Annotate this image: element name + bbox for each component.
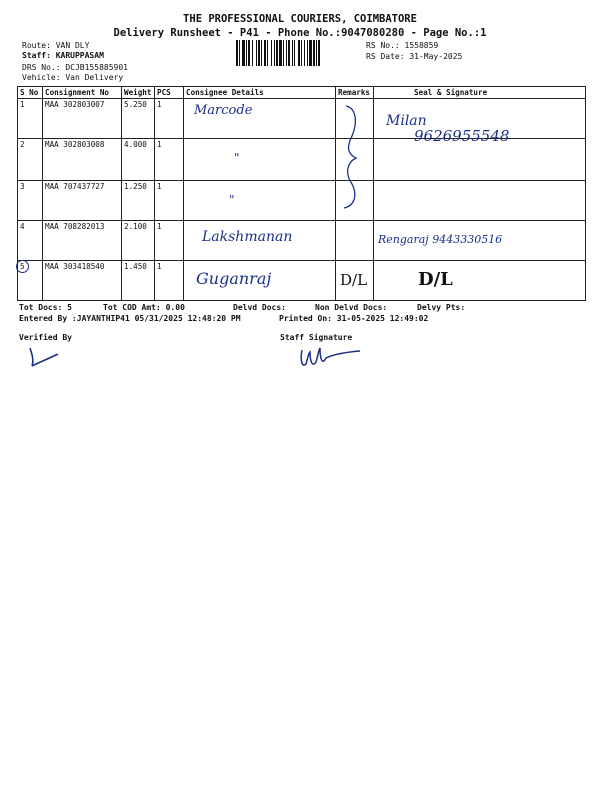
printed-on: Printed On: 31-05-2025 12:49:02 <box>279 314 429 323</box>
runsheet-table <box>17 86 586 301</box>
entered-by: Entered By :JAYANTHIP41 05/31/2025 12:48:20 PM <box>19 314 241 323</box>
rs-date: RS Date: 31-May-2025 <box>366 52 463 61</box>
company-title: THE PROFESSIONAL COURIERS, COIMBATORE <box>183 13 417 25</box>
verifier-signature <box>22 346 72 370</box>
seal-cell <box>374 181 586 221</box>
barcode-image <box>236 40 354 66</box>
consignee-handwriting: Guganraj <box>196 269 272 288</box>
consignment-cell: MAA 302803007 <box>43 99 122 139</box>
vehicle-text: Vehicle: Van Delivery <box>22 73 124 82</box>
barcode-bar <box>267 40 268 66</box>
verified-by-label: Verified By <box>19 333 72 342</box>
barcode-bar <box>258 40 260 66</box>
barcode-bar <box>316 40 317 66</box>
seal-cell <box>374 127 586 181</box>
barcode-bar <box>313 40 315 66</box>
remarks-handwriting: D/L <box>340 271 368 289</box>
barcode-bar <box>252 40 253 66</box>
table-row <box>18 139 586 181</box>
table-header-row <box>18 87 586 99</box>
barcode-bar <box>279 40 282 66</box>
weight-cell: 5.250 <box>122 99 155 139</box>
consignee-handwriting: Lakshmanan <box>202 229 293 245</box>
barcode-bar <box>236 40 238 66</box>
barcode-bar <box>239 40 240 66</box>
weight-cell: 1.250 <box>122 181 155 221</box>
non-delivered-docs: Non Delvd Docs: <box>315 303 388 312</box>
remarks-cell <box>336 261 374 301</box>
consignee-cell <box>184 181 336 221</box>
delivery-points: Delvy Pts: <box>417 303 466 312</box>
col-header-seal: Seal & Signature <box>374 87 586 99</box>
staff-text: Staff: KARUPPASAM <box>22 51 104 60</box>
barcode-bar <box>292 40 293 66</box>
barcode-bar <box>271 40 272 66</box>
barcode-bar <box>283 40 284 66</box>
weight-cell: 4.000 <box>122 139 155 181</box>
sno-cell: 1 <box>18 99 43 139</box>
route-text: Route: VAN DLY <box>22 41 90 50</box>
barcode-bar <box>261 40 262 66</box>
consignment-cell: MAA 707437727 <box>43 181 122 221</box>
pcs-cell: 1 <box>155 99 184 139</box>
seal-handwriting: Rengaraj 9443330516 <box>378 233 503 246</box>
barcode-bar <box>304 40 305 66</box>
col-header-remarks: Remarks <box>336 87 374 99</box>
pcs-cell: 1 <box>155 221 184 261</box>
phone-handwriting: 9626955548 <box>414 127 510 145</box>
sno-cell <box>18 261 43 301</box>
runsheet-subtitle: Delivery Runsheet - P41 - Phone No.:9047080280 - Page No.:1 <box>113 27 487 39</box>
ditto-mark: " <box>234 151 240 165</box>
barcode-bar <box>294 40 295 66</box>
col-header-weight: Weight <box>122 87 155 99</box>
consignee-cell <box>184 99 336 139</box>
barcode-bar <box>307 40 308 66</box>
weight-cell: 1.450 <box>122 261 155 301</box>
barcode-bar <box>256 40 257 66</box>
barcode-bar <box>309 40 312 66</box>
barcode-bar <box>286 40 287 66</box>
barcode-bar <box>248 40 250 66</box>
pcs-cell: 1 <box>155 181 184 221</box>
remarks-cell <box>336 221 374 261</box>
staff-signature <box>296 346 366 372</box>
sno-cell: 3 <box>18 181 43 221</box>
consignee-cell <box>184 139 336 181</box>
col-header-pcs: PCS <box>155 87 184 99</box>
pcs-cell: 1 <box>155 261 184 301</box>
barcode-bar <box>274 40 275 66</box>
sno-cell: 2 <box>18 139 43 181</box>
consignment-cell: MAA 302803008 <box>43 139 122 181</box>
barcode-bar <box>242 40 245 66</box>
weight-cell: 2.100 <box>122 221 155 261</box>
delivered-docs: Delvd Docs: <box>233 303 286 312</box>
sno-text: 5 <box>20 262 25 271</box>
seal-cell <box>374 221 586 261</box>
ditto-mark: " <box>229 193 235 207</box>
consignment-cell: MAA 303418540 <box>43 261 122 301</box>
barcode-bar <box>276 40 278 66</box>
brace-mark <box>338 102 368 212</box>
circle-mark <box>16 260 29 273</box>
barcode-bar <box>318 40 320 66</box>
consignee-cell <box>184 261 336 301</box>
seal-handwriting: D/L <box>418 269 453 290</box>
total-docs: Tot Docs: 5 <box>19 303 72 312</box>
pcs-cell: 1 <box>155 139 184 181</box>
table-row <box>18 261 586 301</box>
drs-text: DRS No.: DCJB155885901 <box>22 63 128 72</box>
col-header-sno: S No <box>18 87 43 99</box>
staff-signature-label: Staff Signature <box>280 333 353 342</box>
total-cod-amount: Tot COD Amt: 0.00 <box>103 303 185 312</box>
consignee-cell <box>184 221 336 261</box>
barcode-bar <box>288 40 290 66</box>
barcode-bar <box>246 40 247 66</box>
table-row <box>18 181 586 221</box>
seal-cell <box>374 261 586 301</box>
consignee-handwriting: Marcode <box>194 103 253 118</box>
consignment-cell: MAA 708282013 <box>43 221 122 261</box>
barcode-bar <box>264 40 266 66</box>
sno-cell: 4 <box>18 221 43 261</box>
barcode-bar <box>298 40 300 66</box>
rs-number: RS No.: 1558859 <box>366 41 439 50</box>
col-header-consignment: Consignment No <box>43 87 122 99</box>
col-header-consignee: Consignee Details <box>184 87 336 99</box>
barcode-bar <box>301 40 302 66</box>
seal-handwriting: Milan <box>386 113 427 129</box>
table-row <box>18 221 586 261</box>
